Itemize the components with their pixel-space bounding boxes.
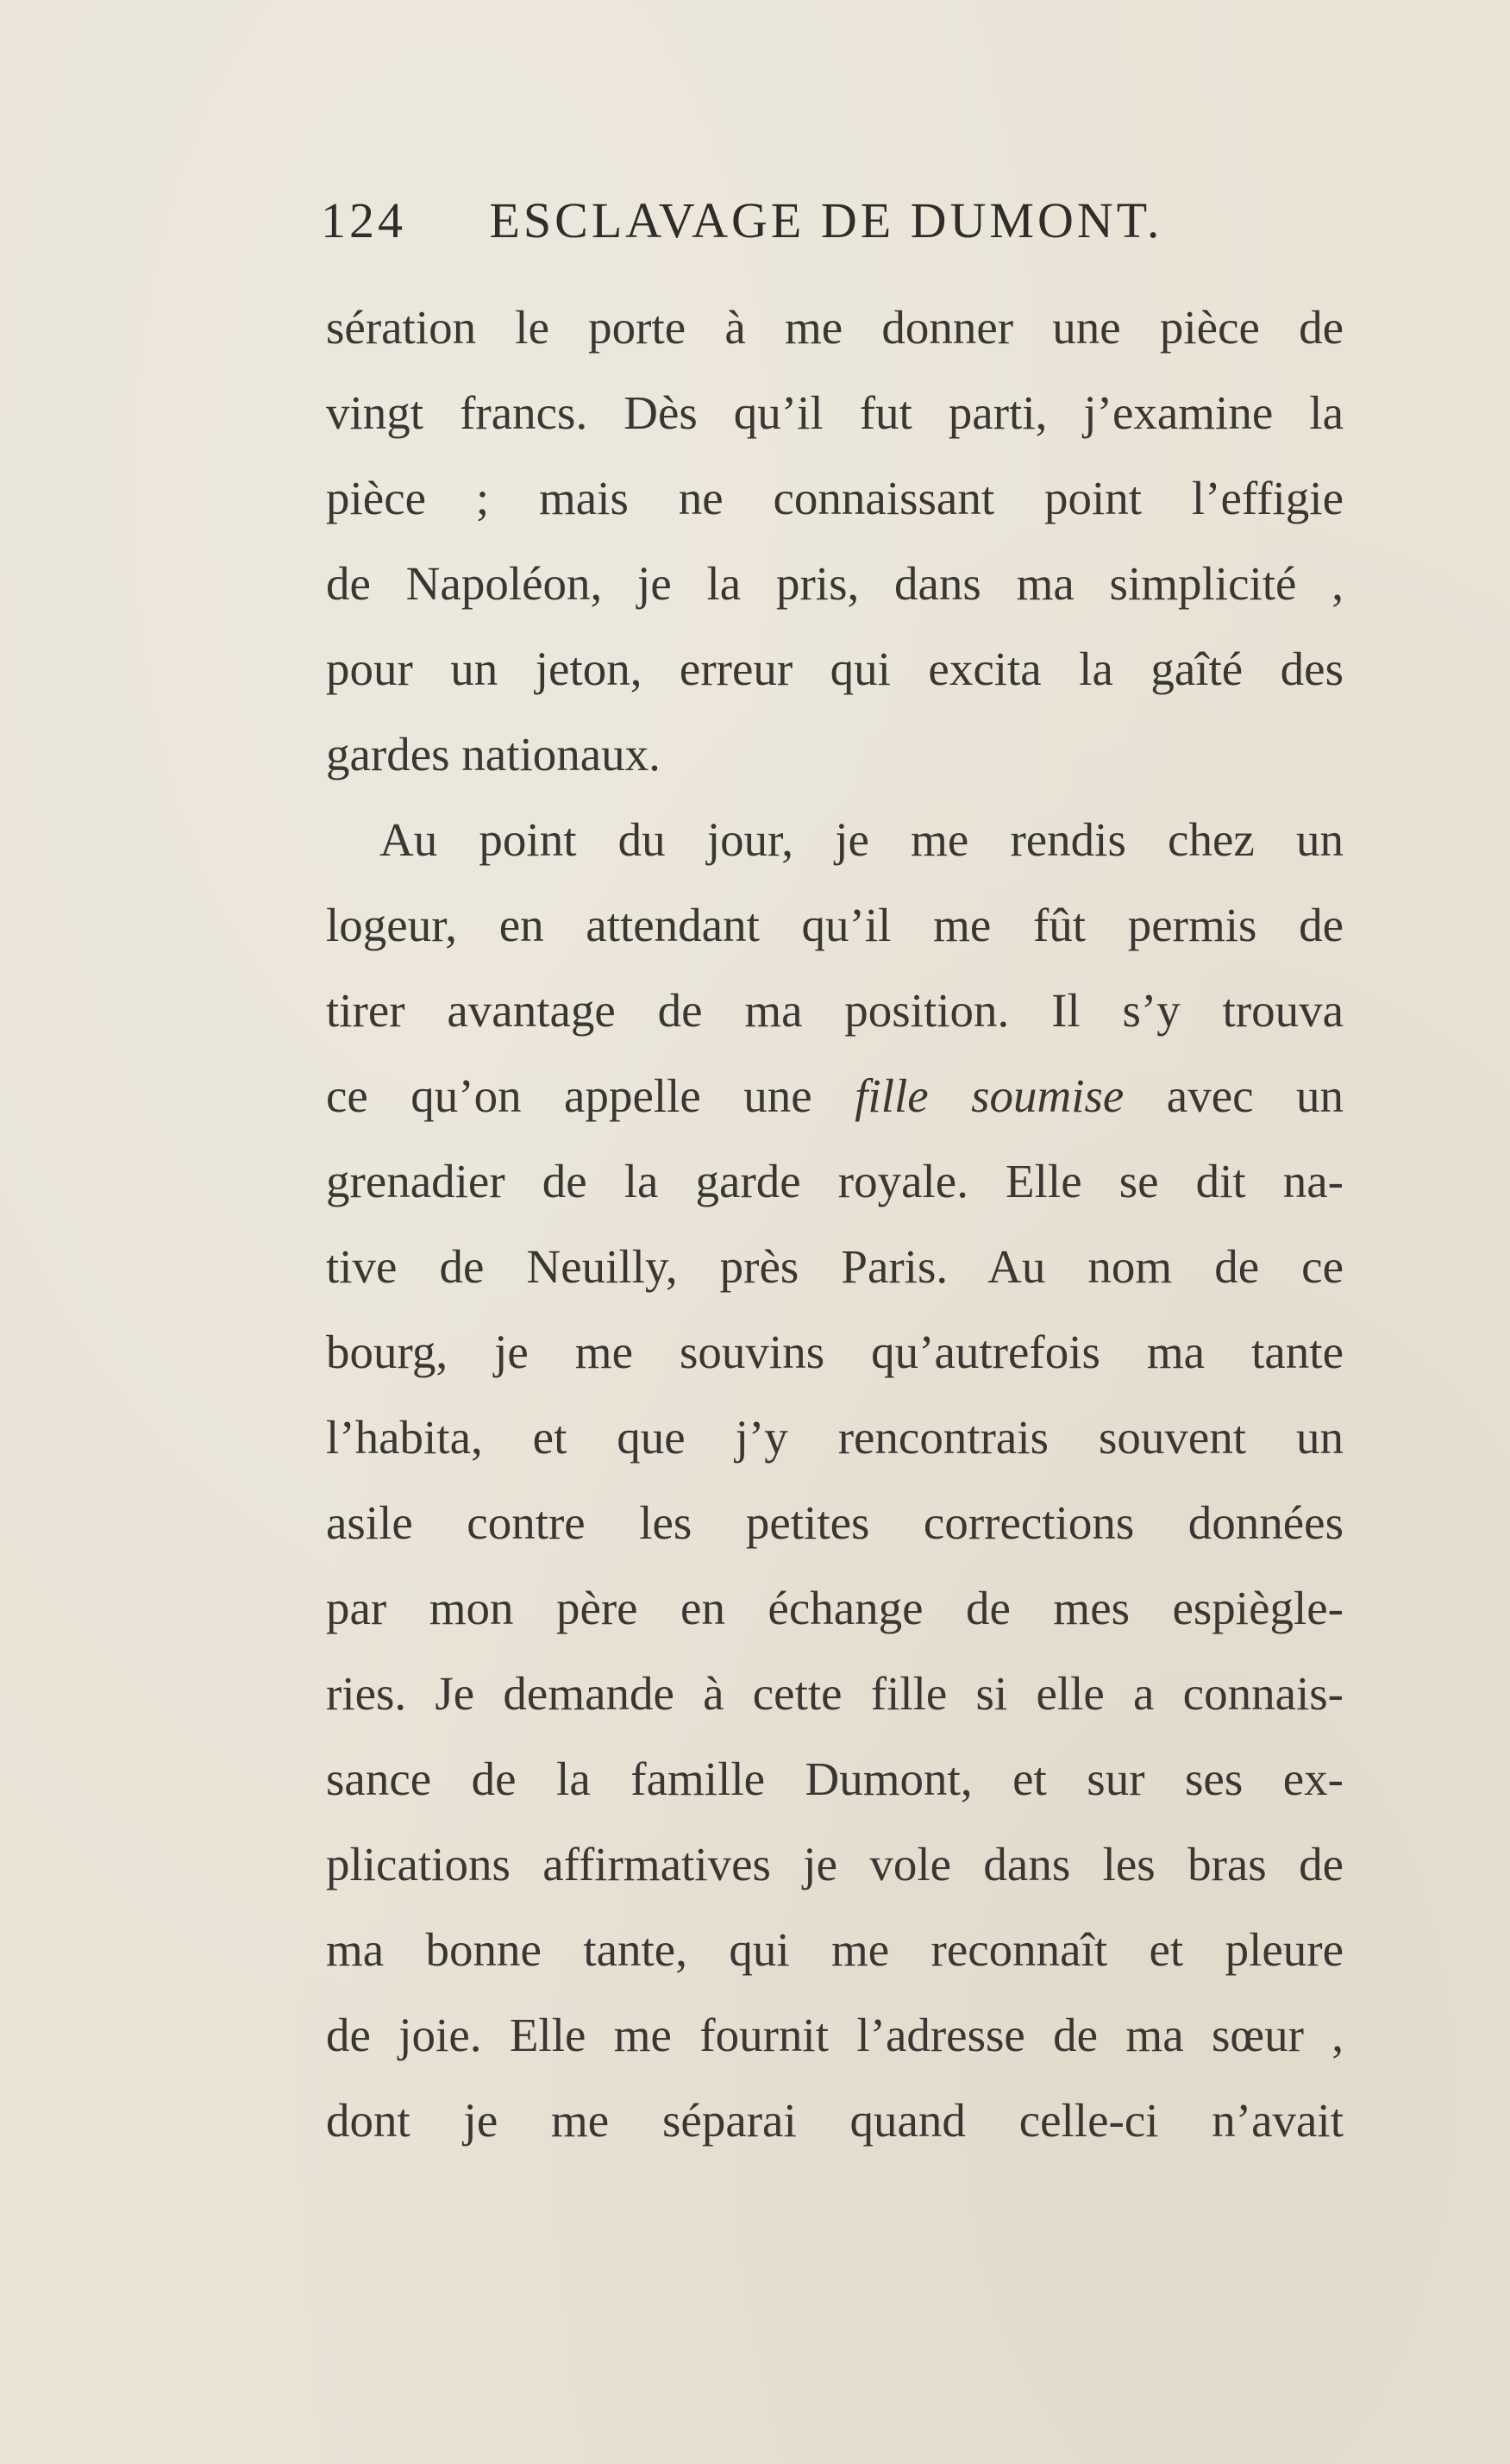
text-line: ries. Je demande à cette fille si elle a connais-: [326, 1667, 1344, 1720]
text-line: tive de Neuilly, près Paris. Au nom de ce: [326, 1240, 1344, 1293]
emphasis-text: fille soumise: [855, 1069, 1125, 1122]
text-line: ma bonne tante, qui me reconnaît et pleure: [326, 1923, 1344, 1976]
text-line: l’habita, et que j’y rencontrais souvent un: [326, 1411, 1344, 1464]
text-line: plications affirmatives je vole dans les bras de: [326, 1838, 1344, 1890]
page-number: 124: [321, 192, 406, 248]
running-title: ESCLAVAGE DE DUMONT.: [489, 192, 1163, 248]
text-line-with-emphasis: [326, 1053, 1344, 1138]
text-line: grenadier de la garde royale. Elle se dit na-: [326, 1155, 1344, 1207]
text-line: Au point du jour, je me rendis chez un: [379, 813, 1344, 866]
text-line: logeur, en attendant qu’il me fût permis de: [326, 899, 1344, 951]
text-line: dont je me séparai quand celle-ci n’avait: [326, 2094, 1344, 2147]
text-line: asile contre les petites corrections données: [326, 1496, 1344, 1549]
text-line: sance de la famille Dumont, et sur ses ex-: [326, 1752, 1344, 1805]
text-line: gardes nationaux.: [326, 728, 661, 781]
text-fragment: avec un: [1124, 1069, 1344, 1122]
text-line: vingt francs. Dès qu’il fut parti, j’examine la: [326, 386, 1344, 439]
body-text: [326, 285, 1344, 2163]
text-line: sération le porte à me donner une pièce de: [326, 301, 1344, 354]
text-line: pièce ; mais ne connaissant point l’effigie: [326, 472, 1344, 524]
page-header: [321, 191, 1183, 260]
text-line: pour un jeton, erreur qui excita la gaîté des: [326, 643, 1344, 695]
text-line: par mon père en échange de mes espiègle-: [326, 1582, 1344, 1634]
text-line: de Napoléon, je la pris, dans ma simplicité ,: [326, 557, 1344, 610]
text-fragment: ce qu’on appelle une: [326, 1069, 855, 1122]
text-line: de joie. Elle me fournit l’adresse de ma sœur ,: [326, 2009, 1344, 2061]
text-line: tirer avantage de ma position. Il s’y trouva: [326, 984, 1344, 1037]
text-line: bourg, je me souvins qu’autrefois ma tante: [326, 1326, 1344, 1378]
